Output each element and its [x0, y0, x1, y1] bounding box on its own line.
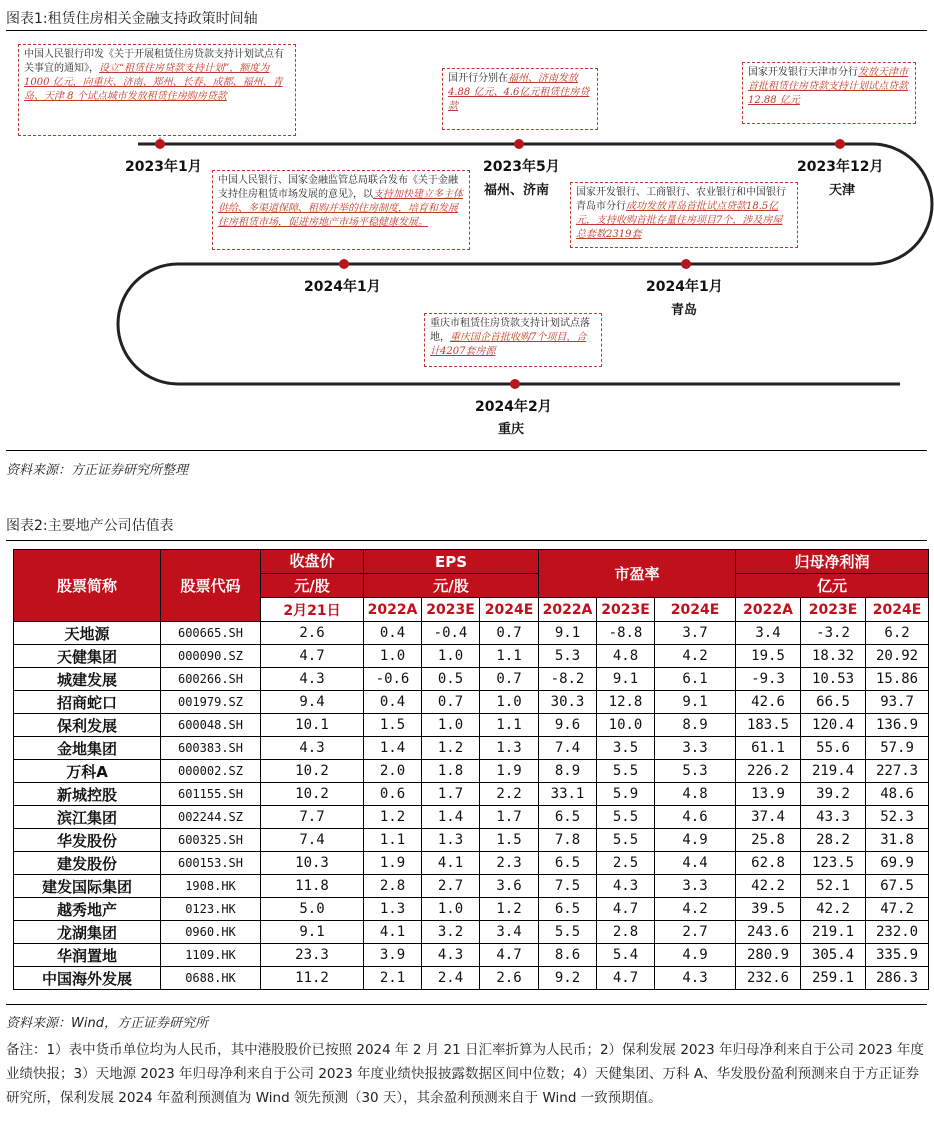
cell-eps: 0.5	[422, 668, 480, 691]
header-close-date: 2月21日	[261, 598, 364, 622]
cell-eps: 1.8	[422, 760, 480, 783]
cell-np: 15.86	[866, 668, 929, 691]
timeline-dot-2023-12	[835, 139, 845, 149]
cell-np: 48.6	[866, 783, 929, 806]
cell-price: 7.7	[261, 806, 364, 829]
cell-np: 136.9	[866, 714, 929, 737]
table-row	[14, 760, 929, 783]
valuation-table-body	[14, 622, 929, 990]
figure2-notes: 备注：1）表中货币单位均为人民币，其中港股股价已按照 2024 年 2 月 21 日汇率折算为人民币；2）保利发展 2023 年归母净利来自于公司 2023 年度业绩快报；3）天地源 2023 年归母净利来自于公司 2023 年度业绩快报披露数据区间中位数；4）天健集团、万科 A、华发股份盈利预测来自于方正证券研究所，保利发展 2024 年盈利预测值为 Wind 领先预测（30 天），其余盈利预测来自于 Wind 一致预期值。	[6, 1042, 924, 1106]
cell-np: 47.2	[866, 898, 929, 921]
cell-eps: -0.4	[422, 622, 480, 645]
cell-name: 越秀地产	[14, 898, 161, 921]
cell-price: 4.3	[261, 668, 364, 691]
cell-eps: 0.7	[480, 668, 539, 691]
cell-np: 39.2	[801, 783, 866, 806]
cell-eps: 1.4	[422, 806, 480, 829]
cell-np: 69.9	[866, 852, 929, 875]
cell-eps: 1.0	[480, 691, 539, 714]
cell-eps: 0.7	[422, 691, 480, 714]
header-eps: EPS	[364, 550, 539, 574]
table-row	[14, 622, 929, 645]
cell-code: 600048.SH	[161, 714, 261, 737]
table-row	[14, 783, 929, 806]
cell-pe: 5.3	[539, 645, 597, 668]
cell-np: 39.5	[736, 898, 801, 921]
cell-eps: 1.2	[364, 806, 422, 829]
event5-city: 青岛	[671, 303, 698, 318]
cell-pe: 4.2	[655, 898, 736, 921]
cell-np: -3.2	[801, 622, 866, 645]
cell-eps: 1.4	[364, 737, 422, 760]
cell-pe: 9.6	[539, 714, 597, 737]
event1-text: 中国人民银行印发《关于开展租赁住房贷款支持计划试点有关事宜的通知》，	[24, 49, 284, 74]
cell-np: 232.0	[866, 921, 929, 944]
cell-eps: 3.2	[422, 921, 480, 944]
cell-pe: 3.5	[597, 737, 655, 760]
cell-eps: 0.7	[480, 622, 539, 645]
cell-pe: 4.2	[655, 645, 736, 668]
cell-eps: 0.6	[364, 783, 422, 806]
cell-eps: 4.7	[480, 944, 539, 967]
event2-city: 福州、济南	[484, 183, 550, 198]
cell-eps: 1.3	[364, 898, 422, 921]
event3-text: 国家开发银行天津市分行	[748, 67, 858, 78]
cell-name: 城建发展	[14, 668, 161, 691]
cell-np: 42.6	[736, 691, 801, 714]
figure2-bottom-rule	[6, 1004, 927, 1005]
cell-np: 43.3	[801, 806, 866, 829]
event5-date: 2024年1月	[646, 279, 723, 295]
cell-np: 55.6	[801, 737, 866, 760]
header-eps-unit: 元/股	[364, 574, 539, 598]
cell-np: 28.2	[801, 829, 866, 852]
cell-pe: 5.3	[655, 760, 736, 783]
cell-pe: 5.9	[597, 783, 655, 806]
cell-np: 305.4	[801, 944, 866, 967]
header-close-unit: 元/股	[261, 574, 364, 598]
cell-name: 建发国际集团	[14, 875, 161, 898]
event2-box	[442, 68, 598, 130]
cell-pe: 4.8	[655, 783, 736, 806]
cell-np: 42.2	[801, 898, 866, 921]
header-np-year: 2022A	[736, 598, 801, 622]
cell-pe: 2.7	[655, 921, 736, 944]
table-row	[14, 852, 929, 875]
cell-price: 2.6	[261, 622, 364, 645]
cell-np: 67.5	[866, 875, 929, 898]
cell-pe: 6.5	[539, 852, 597, 875]
cell-eps: 1.7	[422, 783, 480, 806]
cell-eps: 1.3	[480, 737, 539, 760]
cell-pe: 2.8	[597, 921, 655, 944]
event6-box	[424, 313, 602, 367]
cell-np: 57.9	[866, 737, 929, 760]
cell-price: 23.3	[261, 944, 364, 967]
cell-np: 280.9	[736, 944, 801, 967]
cell-np: 3.4	[736, 622, 801, 645]
timeline-dot-2023-05	[514, 139, 524, 149]
cell-pe: 8.6	[539, 944, 597, 967]
header-eps-year: 2022A	[364, 598, 422, 622]
cell-pe: 4.7	[597, 898, 655, 921]
cell-eps: 1.2	[422, 737, 480, 760]
cell-name: 金地集团	[14, 737, 161, 760]
cell-pe: -8.2	[539, 668, 597, 691]
table-row	[14, 829, 929, 852]
cell-pe: 12.8	[597, 691, 655, 714]
cell-price: 10.1	[261, 714, 364, 737]
event2-date: 2023年5月	[483, 159, 560, 175]
cell-code: 600153.SH	[161, 852, 261, 875]
cell-np: 219.1	[801, 921, 866, 944]
cell-pe: 3.7	[655, 622, 736, 645]
figure1-bottom-rule	[6, 450, 927, 451]
cell-name: 万科A	[14, 760, 161, 783]
header-np-year: 2024E	[866, 598, 929, 622]
table-row	[14, 875, 929, 898]
cell-code: 0960.HK	[161, 921, 261, 944]
cell-np: 18.32	[801, 645, 866, 668]
cell-price: 9.4	[261, 691, 364, 714]
cell-pe: 6.5	[539, 806, 597, 829]
header-close-price: 收盘价	[261, 550, 364, 574]
cell-np: 66.5	[801, 691, 866, 714]
cell-eps: 3.9	[364, 944, 422, 967]
cell-pe: 9.2	[539, 967, 597, 990]
cell-name: 天地源	[14, 622, 161, 645]
cell-np: 25.8	[736, 829, 801, 852]
table-row	[14, 898, 929, 921]
event3-city: 天津	[829, 183, 856, 198]
cell-eps: 1.0	[364, 645, 422, 668]
timeline-dot-2023-01	[155, 139, 165, 149]
cell-pe: 33.1	[539, 783, 597, 806]
table-row	[14, 944, 929, 967]
event5-highlight: 成功发放青岛首批试点贷款18.5亿元，支持收购首批存量住房项目7个，涉及房屋总套数2319套	[576, 201, 783, 240]
cell-np: 243.6	[736, 921, 801, 944]
table-row	[14, 691, 929, 714]
cell-price: 11.8	[261, 875, 364, 898]
cell-np: 232.6	[736, 967, 801, 990]
cell-name: 龙湖集团	[14, 921, 161, 944]
cell-pe: 7.5	[539, 875, 597, 898]
cell-np: 37.4	[736, 806, 801, 829]
figure2-title: 图表2:主要地产公司估值表	[6, 518, 174, 534]
cell-eps: 4.1	[364, 921, 422, 944]
event3-highlight: 发放天津市首批租赁住房贷款支持计划试点贷款12.88 亿元	[748, 67, 908, 106]
cell-pe: 30.3	[539, 691, 597, 714]
cell-np: 62.8	[736, 852, 801, 875]
cell-pe: 9.1	[655, 691, 736, 714]
cell-name: 滨江集团	[14, 806, 161, 829]
cell-eps: 2.3	[480, 852, 539, 875]
cell-np: 13.9	[736, 783, 801, 806]
cell-eps: 1.5	[480, 829, 539, 852]
header-np-year: 2023E	[801, 598, 866, 622]
cell-eps: 3.4	[480, 921, 539, 944]
cell-pe: 2.5	[597, 852, 655, 875]
cell-np: 226.2	[736, 760, 801, 783]
table-row	[14, 806, 929, 829]
cell-eps: 2.0	[364, 760, 422, 783]
event4-box	[212, 170, 470, 250]
cell-pe: 4.9	[655, 944, 736, 967]
cell-np: 19.5	[736, 645, 801, 668]
cell-pe: -8.8	[597, 622, 655, 645]
cell-np: -9.3	[736, 668, 801, 691]
cell-eps: 1.9	[364, 852, 422, 875]
event6-city: 重庆	[498, 422, 525, 437]
cell-eps: 1.0	[422, 714, 480, 737]
cell-eps: 3.6	[480, 875, 539, 898]
cell-name: 天健集团	[14, 645, 161, 668]
event6-highlight: 重庆国企首批收购7个项目，合计4207套房源	[430, 332, 587, 357]
cell-pe: 4.4	[655, 852, 736, 875]
cell-np: 123.5	[801, 852, 866, 875]
cell-name: 建发股份	[14, 852, 161, 875]
cell-eps: 2.7	[422, 875, 480, 898]
timeline-dot-2024-01-a	[339, 259, 349, 269]
cell-eps: 0.4	[364, 691, 422, 714]
cell-pe: 5.5	[597, 760, 655, 783]
cell-eps: 0.4	[364, 622, 422, 645]
event2-text: 国开行分别在	[448, 73, 508, 84]
event4-date: 2024年1月	[304, 279, 381, 295]
figure1-title: 图表1:租赁住房相关金融支持政策时间轴	[6, 11, 258, 27]
cell-pe: 4.8	[597, 645, 655, 668]
cell-np: 335.9	[866, 944, 929, 967]
cell-name: 招商蛇口	[14, 691, 161, 714]
cell-pe: 5.4	[597, 944, 655, 967]
cell-np: 52.3	[866, 806, 929, 829]
cell-price: 5.0	[261, 898, 364, 921]
event6-text: 重庆市租赁住房贷款支持计划试点落地，	[430, 318, 590, 343]
event4-text: 中国人民银行、国家金融监管总局联合发布《关于金融支持住房租赁市场发展的意见》，以	[218, 175, 458, 200]
cell-np: 6.2	[866, 622, 929, 645]
cell-eps: 4.3	[422, 944, 480, 967]
cell-code: 000002.SZ	[161, 760, 261, 783]
event1-box	[18, 44, 296, 136]
cell-pe: 8.9	[655, 714, 736, 737]
cell-price: 4.3	[261, 737, 364, 760]
event5-box	[570, 182, 798, 248]
cell-code: 002244.SZ	[161, 806, 261, 829]
event3-date: 2023年12月	[797, 159, 884, 175]
cell-code: 600665.SH	[161, 622, 261, 645]
cell-eps: 1.1	[364, 829, 422, 852]
cell-code: 600383.SH	[161, 737, 261, 760]
header-code: 股票代码	[161, 550, 261, 622]
cell-np: 259.1	[801, 967, 866, 990]
cell-pe: 8.9	[539, 760, 597, 783]
header-eps-year: 2023E	[422, 598, 480, 622]
cell-eps: 1.0	[422, 645, 480, 668]
cell-eps: 1.5	[364, 714, 422, 737]
figure2-source: 资料来源：Wind，方正证券研究所	[6, 1016, 208, 1031]
cell-np: 10.53	[801, 668, 866, 691]
cell-code: 1908.HK	[161, 875, 261, 898]
cell-pe: 4.3	[655, 967, 736, 990]
cell-pe: 4.3	[597, 875, 655, 898]
timeline-dot-2024-01-b	[681, 259, 691, 269]
cell-eps: 1.1	[480, 645, 539, 668]
header-name: 股票简称	[14, 550, 161, 622]
cell-name: 华发股份	[14, 829, 161, 852]
cell-eps: 1.7	[480, 806, 539, 829]
cell-code: 001979.SZ	[161, 691, 261, 714]
cell-code: 0688.HK	[161, 967, 261, 990]
cell-np: 20.92	[866, 645, 929, 668]
header-pe-year: 2023E	[597, 598, 655, 622]
cell-eps: 2.1	[364, 967, 422, 990]
header-pe-year: 2022A	[539, 598, 597, 622]
header-np-unit: 亿元	[736, 574, 929, 598]
cell-price: 11.2	[261, 967, 364, 990]
valuation-table	[13, 549, 929, 990]
timeline-dot-2024-02	[510, 379, 520, 389]
cell-price: 10.2	[261, 760, 364, 783]
cell-name: 新城控股	[14, 783, 161, 806]
cell-name: 中国海外发展	[14, 967, 161, 990]
figure1-source: 资料来源：方正证券研究所整理	[6, 463, 189, 478]
cell-eps: 1.1	[480, 714, 539, 737]
cell-pe: 4.7	[597, 967, 655, 990]
cell-eps: 4.1	[422, 852, 480, 875]
event4-highlight: 支持加快建立多主体供给、多渠道保障、租购并举的住房制度，培育和发展住房租赁市场，促进房地产市场平稳健康发展。	[218, 189, 463, 228]
table-row	[14, 921, 929, 944]
header-pe-year: 2024E	[655, 598, 736, 622]
cell-np: 183.5	[736, 714, 801, 737]
event3-box	[742, 62, 916, 124]
cell-eps: 1.3	[422, 829, 480, 852]
table-row	[14, 668, 929, 691]
cell-np: 219.4	[801, 760, 866, 783]
cell-eps: 2.2	[480, 783, 539, 806]
cell-np: 120.4	[801, 714, 866, 737]
cell-eps: 1.2	[480, 898, 539, 921]
table-row	[14, 714, 929, 737]
event1-date: 2023年1月	[125, 159, 202, 175]
cell-np: 52.1	[801, 875, 866, 898]
cell-pe: 7.4	[539, 737, 597, 760]
table-row	[14, 645, 929, 668]
cell-name: 华润置地	[14, 944, 161, 967]
event2-highlight: 福州、济南发放4.88 亿元、4.6亿元租赁住房贷款	[448, 73, 590, 112]
cell-eps: 1.0	[422, 898, 480, 921]
cell-pe: 5.5	[597, 806, 655, 829]
cell-pe: 9.1	[597, 668, 655, 691]
cell-pe: 5.5	[597, 829, 655, 852]
cell-np: 227.3	[866, 760, 929, 783]
cell-code: 000090.SZ	[161, 645, 261, 668]
cell-pe: 7.8	[539, 829, 597, 852]
header-eps-year: 2024E	[480, 598, 539, 622]
table-row	[14, 737, 929, 760]
cell-pe: 4.9	[655, 829, 736, 852]
cell-eps: 2.4	[422, 967, 480, 990]
cell-pe: 10.0	[597, 714, 655, 737]
cell-np: 61.1	[736, 737, 801, 760]
cell-eps: -0.6	[364, 668, 422, 691]
cell-price: 7.4	[261, 829, 364, 852]
cell-code: 600266.SH	[161, 668, 261, 691]
cell-pe: 9.1	[539, 622, 597, 645]
cell-pe: 5.5	[539, 921, 597, 944]
event5-text: 国家开发银行、工商银行、农业银行和中国银行青岛市分行	[576, 187, 786, 212]
cell-eps: 2.8	[364, 875, 422, 898]
cell-name: 保利发展	[14, 714, 161, 737]
cell-price: 4.7	[261, 645, 364, 668]
cell-pe: 4.6	[655, 806, 736, 829]
cell-price: 9.1	[261, 921, 364, 944]
cell-eps: 2.6	[480, 967, 539, 990]
cell-np: 286.3	[866, 967, 929, 990]
header-pe: 市盈率	[539, 550, 736, 598]
cell-pe: 6.1	[655, 668, 736, 691]
event1-highlight: 设立“租赁住房贷款支持计划”，额度为 1000 亿元，向重庆、济南、郑州、长春、成都、福州、青岛、天津 8 个试点城市发放租赁住房购房贷款	[24, 63, 283, 102]
cell-np: 93.7	[866, 691, 929, 714]
cell-code: 601155.SH	[161, 783, 261, 806]
cell-code: 1109.HK	[161, 944, 261, 967]
cell-pe: 3.3	[655, 875, 736, 898]
cell-eps: 1.9	[480, 760, 539, 783]
cell-code: 600325.SH	[161, 829, 261, 852]
cell-np: 31.8	[866, 829, 929, 852]
cell-np: 42.2	[736, 875, 801, 898]
cell-code: 0123.HK	[161, 898, 261, 921]
cell-pe: 3.3	[655, 737, 736, 760]
table-row	[14, 967, 929, 990]
cell-pe: 6.5	[539, 898, 597, 921]
cell-price: 10.2	[261, 783, 364, 806]
header-np: 归母净利润	[736, 550, 929, 574]
figure2-top-rule	[6, 540, 927, 541]
event6-date: 2024年2月	[475, 399, 552, 415]
cell-price: 10.3	[261, 852, 364, 875]
